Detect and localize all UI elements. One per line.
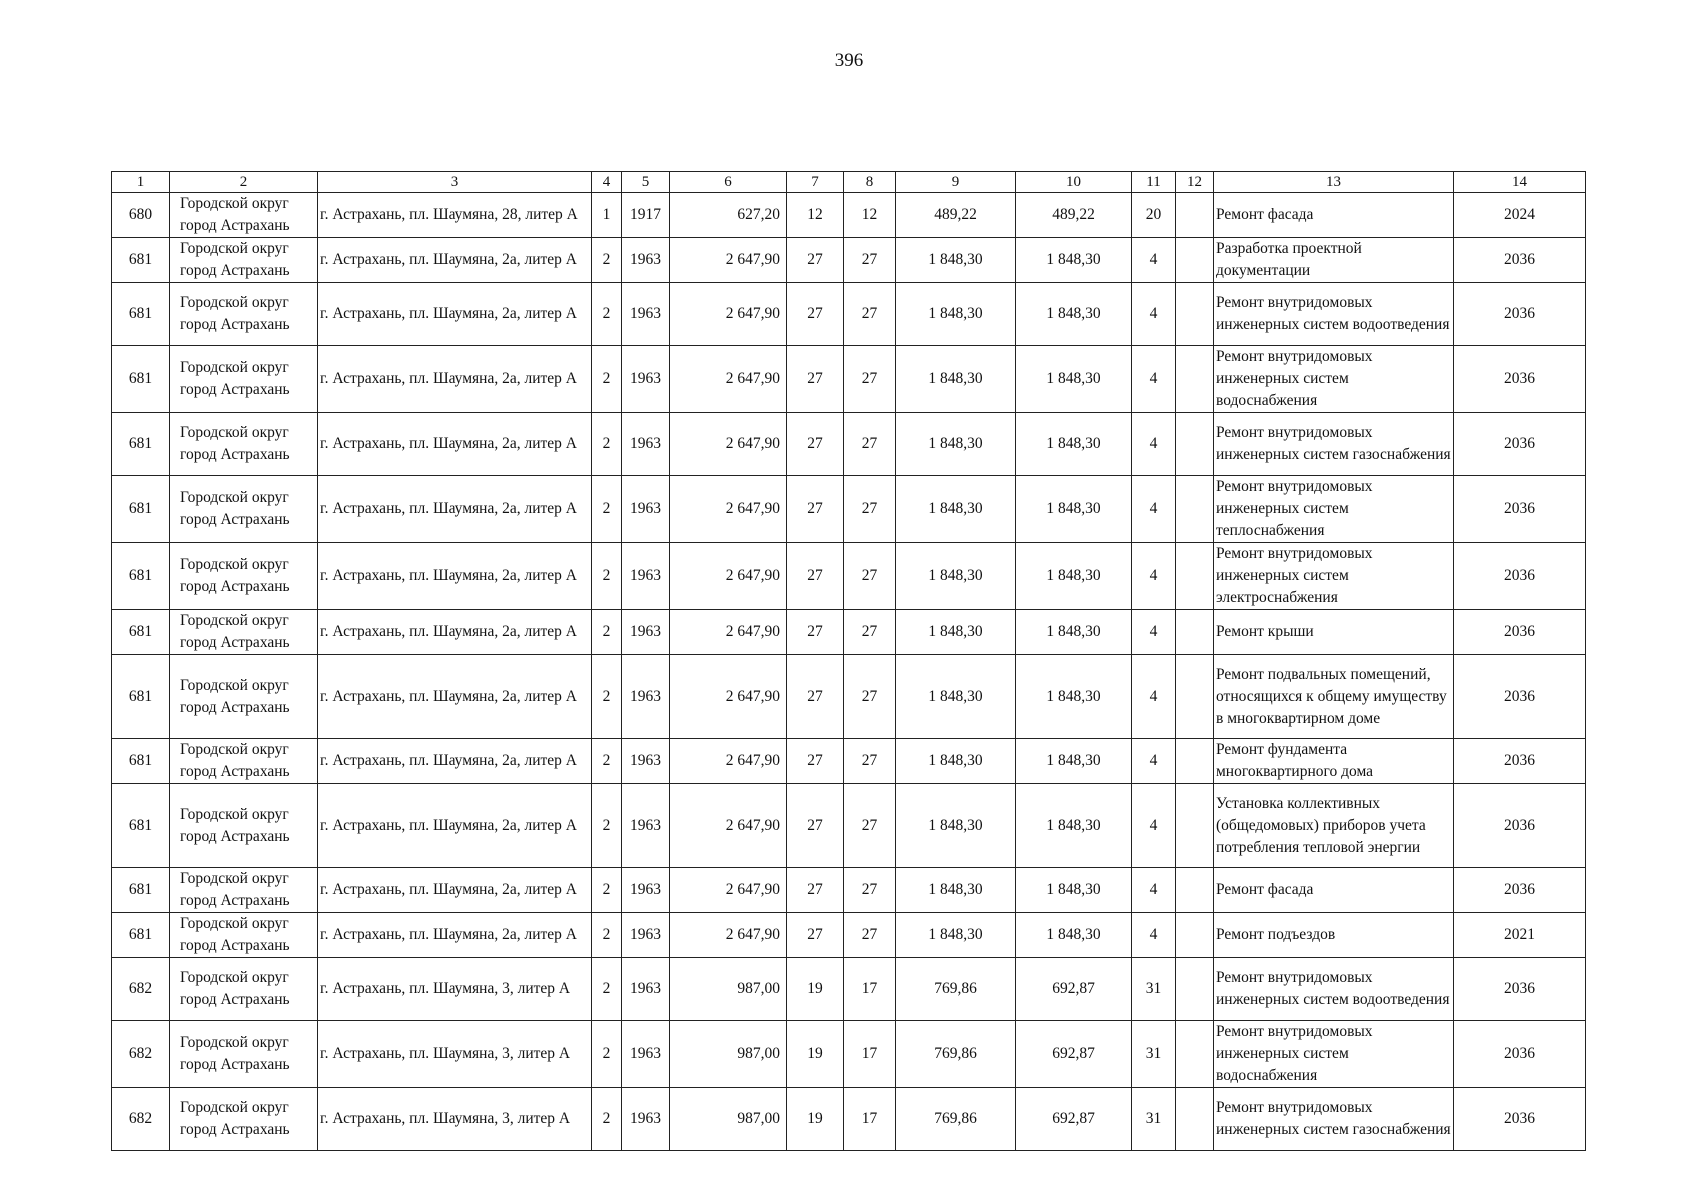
cell-address: г. Астрахань, пл. Шаумяна, 2а, литер А	[318, 238, 592, 283]
cell-residential-area: 1 848,30	[896, 868, 1016, 913]
cell-total-area: 2 647,90	[670, 346, 787, 413]
cell-floors: 2	[592, 610, 622, 655]
cell-work-type: Ремонт крыши	[1214, 610, 1454, 655]
cell-owner-apartments: 27	[844, 238, 896, 283]
cell-total-area: 987,00	[670, 958, 787, 1021]
cell-planned-year: 2036	[1454, 1021, 1586, 1088]
table-row	[112, 413, 1586, 476]
table-row	[112, 655, 1586, 739]
column-header-4: 4	[592, 172, 622, 193]
cell-owner-area: 1 848,30	[1016, 413, 1132, 476]
cell-address: г. Астрахань, пл. Шаумяна, 2а, литер А	[318, 868, 592, 913]
cell-year-built: 1963	[622, 913, 670, 958]
cell-total-area: 2 647,90	[670, 238, 787, 283]
cell-row-number: 681	[112, 655, 170, 739]
cell-column-12	[1176, 283, 1214, 346]
cell-residential-area: 489,22	[896, 193, 1016, 238]
cell-residents: 31	[1132, 1021, 1176, 1088]
capital-repair-table	[111, 171, 1586, 1151]
cell-column-12	[1176, 413, 1214, 476]
cell-owner-apartments: 27	[844, 784, 896, 868]
cell-address: г. Астрахань, пл. Шаумяна, 2а, литер А	[318, 283, 592, 346]
cell-owner-apartments: 27	[844, 346, 896, 413]
cell-municipality: Городской округ город Астрахань	[170, 958, 318, 1021]
cell-year-built: 1963	[622, 1088, 670, 1151]
cell-address: г. Астрахань, пл. Шаумяна, 2а, литер А	[318, 610, 592, 655]
table-row	[112, 283, 1586, 346]
cell-year-built: 1963	[622, 610, 670, 655]
cell-work-type: Ремонт внутридомовых инженерных систем водоснабжения	[1214, 346, 1454, 413]
cell-planned-year: 2021	[1454, 913, 1586, 958]
table-row	[112, 543, 1586, 610]
cell-work-type: Ремонт внутридомовых инженерных систем водоснабжения	[1214, 1021, 1454, 1088]
cell-owner-area: 1 848,30	[1016, 913, 1132, 958]
cell-total-area: 2 647,90	[670, 476, 787, 543]
cell-municipality: Городской округ город Астрахань	[170, 193, 318, 238]
cell-residents: 4	[1132, 238, 1176, 283]
cell-municipality: Городской округ город Астрахань	[170, 655, 318, 739]
cell-total-area: 2 647,90	[670, 868, 787, 913]
cell-column-12	[1176, 739, 1214, 784]
table-row	[112, 346, 1586, 413]
cell-column-12	[1176, 1088, 1214, 1151]
cell-municipality: Городской округ город Астрахань	[170, 543, 318, 610]
cell-address: г. Астрахань, пл. Шаумяна, 2а, литер А	[318, 543, 592, 610]
cell-owner-area: 1 848,30	[1016, 543, 1132, 610]
cell-work-type: Ремонт подъездов	[1214, 913, 1454, 958]
cell-year-built: 1963	[622, 413, 670, 476]
cell-municipality: Городской округ город Астрахань	[170, 610, 318, 655]
cell-floors: 2	[592, 1021, 622, 1088]
cell-owner-apartments: 27	[844, 739, 896, 784]
column-header-8: 8	[844, 172, 896, 193]
cell-total-area: 2 647,90	[670, 784, 787, 868]
cell-column-12	[1176, 1021, 1214, 1088]
cell-floors: 2	[592, 958, 622, 1021]
cell-row-number: 681	[112, 413, 170, 476]
cell-owner-area: 1 848,30	[1016, 868, 1132, 913]
cell-total-area: 987,00	[670, 1021, 787, 1088]
cell-residential-area: 1 848,30	[896, 543, 1016, 610]
cell-column-12	[1176, 958, 1214, 1021]
cell-owner-apartments: 27	[844, 913, 896, 958]
cell-residents: 20	[1132, 193, 1176, 238]
cell-planned-year: 2036	[1454, 543, 1586, 610]
cell-apartments: 27	[787, 238, 844, 283]
cell-column-12	[1176, 476, 1214, 543]
cell-residential-area: 769,86	[896, 1088, 1016, 1151]
cell-address: г. Астрахань, пл. Шаумяна, 2а, литер А	[318, 476, 592, 543]
cell-floors: 2	[592, 543, 622, 610]
cell-residential-area: 1 848,30	[896, 413, 1016, 476]
cell-owner-apartments: 12	[844, 193, 896, 238]
cell-residents: 31	[1132, 1088, 1176, 1151]
cell-row-number: 681	[112, 610, 170, 655]
cell-row-number: 682	[112, 1021, 170, 1088]
cell-residents: 4	[1132, 543, 1176, 610]
cell-residential-area: 1 848,30	[896, 610, 1016, 655]
cell-floors: 2	[592, 784, 622, 868]
cell-column-12	[1176, 913, 1214, 958]
table-row	[112, 784, 1586, 868]
page-number: 396	[834, 50, 864, 71]
cell-year-built: 1963	[622, 739, 670, 784]
cell-residential-area: 769,86	[896, 1021, 1016, 1088]
cell-total-area: 2 647,90	[670, 913, 787, 958]
column-header-11: 11	[1132, 172, 1176, 193]
header-row	[112, 172, 1586, 193]
table-row	[112, 958, 1586, 1021]
cell-municipality: Городской округ город Астрахань	[170, 283, 318, 346]
cell-address: г. Астрахань, пл. Шаумяна, 3, литер А	[318, 1021, 592, 1088]
cell-owner-area: 692,87	[1016, 958, 1132, 1021]
cell-year-built: 1963	[622, 346, 670, 413]
cell-owner-area: 1 848,30	[1016, 238, 1132, 283]
table-row	[112, 610, 1586, 655]
cell-apartments: 27	[787, 283, 844, 346]
cell-owner-area: 692,87	[1016, 1088, 1132, 1151]
cell-municipality: Городской округ город Астрахань	[170, 1088, 318, 1151]
cell-floors: 2	[592, 413, 622, 476]
table-row	[112, 739, 1586, 784]
cell-apartments: 27	[787, 655, 844, 739]
cell-municipality: Городской округ город Астрахань	[170, 346, 318, 413]
cell-address: г. Астрахань, пл. Шаумяна, 2а, литер А	[318, 739, 592, 784]
cell-owner-area: 1 848,30	[1016, 346, 1132, 413]
cell-work-type: Ремонт фасада	[1214, 868, 1454, 913]
table-row	[112, 193, 1586, 238]
cell-owner-apartments: 17	[844, 1021, 896, 1088]
cell-floors: 1	[592, 193, 622, 238]
cell-municipality: Городской округ город Астрахань	[170, 784, 318, 868]
cell-column-12	[1176, 655, 1214, 739]
table-body	[112, 193, 1586, 1151]
column-header-7: 7	[787, 172, 844, 193]
cell-row-number: 681	[112, 739, 170, 784]
cell-owner-apartments: 17	[844, 1088, 896, 1151]
cell-planned-year: 2024	[1454, 193, 1586, 238]
cell-planned-year: 2036	[1454, 610, 1586, 655]
cell-floors: 2	[592, 1088, 622, 1151]
cell-total-area: 2 647,90	[670, 283, 787, 346]
cell-work-type: Ремонт внутридомовых инженерных систем теплоснабжения	[1214, 476, 1454, 543]
cell-municipality: Городской округ город Астрахань	[170, 476, 318, 543]
cell-year-built: 1963	[622, 238, 670, 283]
cell-row-number: 682	[112, 1088, 170, 1151]
table-row	[112, 1088, 1586, 1151]
cell-address: г. Астрахань, пл. Шаумяна, 3, литер А	[318, 958, 592, 1021]
cell-residential-area: 1 848,30	[896, 655, 1016, 739]
cell-year-built: 1963	[622, 1021, 670, 1088]
column-header-13: 13	[1214, 172, 1454, 193]
cell-owner-area: 1 848,30	[1016, 283, 1132, 346]
cell-owner-apartments: 27	[844, 655, 896, 739]
cell-apartments: 19	[787, 1021, 844, 1088]
cell-address: г. Астрахань, пл. Шаумяна, 2а, литер А	[318, 413, 592, 476]
cell-work-type: Ремонт внутридомовых инженерных систем газоснабжения	[1214, 413, 1454, 476]
cell-residents: 4	[1132, 655, 1176, 739]
cell-work-type: Ремонт внутридомовых инженерных систем газоснабжения	[1214, 1088, 1454, 1151]
column-header-1: 1	[112, 172, 170, 193]
cell-apartments: 27	[787, 476, 844, 543]
cell-total-area: 2 647,90	[670, 543, 787, 610]
cell-owner-apartments: 17	[844, 958, 896, 1021]
cell-owner-apartments: 27	[844, 610, 896, 655]
cell-column-12	[1176, 784, 1214, 868]
cell-planned-year: 2036	[1454, 655, 1586, 739]
cell-apartments: 12	[787, 193, 844, 238]
cell-municipality: Городской округ город Астрахань	[170, 1021, 318, 1088]
table-header	[112, 172, 1586, 193]
cell-year-built: 1963	[622, 476, 670, 543]
table-row	[112, 913, 1586, 958]
cell-floors: 2	[592, 868, 622, 913]
column-header-14: 14	[1454, 172, 1586, 193]
column-header-2: 2	[170, 172, 318, 193]
table-row	[112, 476, 1586, 543]
cell-year-built: 1963	[622, 784, 670, 868]
cell-work-type: Разработка проектной документации	[1214, 238, 1454, 283]
cell-floors: 2	[592, 346, 622, 413]
cell-work-type: Ремонт внутридомовых инженерных систем водоотведения	[1214, 283, 1454, 346]
cell-owner-area: 1 848,30	[1016, 610, 1132, 655]
cell-planned-year: 2036	[1454, 476, 1586, 543]
cell-work-type: Ремонт фасада	[1214, 193, 1454, 238]
column-header-9: 9	[896, 172, 1016, 193]
cell-residents: 4	[1132, 610, 1176, 655]
cell-owner-area: 1 848,30	[1016, 655, 1132, 739]
cell-residents: 4	[1132, 913, 1176, 958]
cell-floors: 2	[592, 655, 622, 739]
table-row	[112, 1021, 1586, 1088]
column-header-12: 12	[1176, 172, 1214, 193]
cell-total-area: 2 647,90	[670, 655, 787, 739]
cell-residents: 4	[1132, 868, 1176, 913]
cell-owner-area: 1 848,30	[1016, 739, 1132, 784]
cell-residents: 4	[1132, 784, 1176, 868]
cell-address: г. Астрахань, пл. Шаумяна, 2а, литер А	[318, 913, 592, 958]
cell-owner-area: 692,87	[1016, 1021, 1132, 1088]
column-header-5: 5	[622, 172, 670, 193]
cell-residents: 4	[1132, 739, 1176, 784]
cell-residential-area: 769,86	[896, 958, 1016, 1021]
cell-row-number: 680	[112, 193, 170, 238]
cell-apartments: 27	[787, 413, 844, 476]
cell-owner-apartments: 27	[844, 476, 896, 543]
cell-column-12	[1176, 238, 1214, 283]
table-row	[112, 868, 1586, 913]
cell-year-built: 1963	[622, 543, 670, 610]
cell-municipality: Городской округ город Астрахань	[170, 238, 318, 283]
cell-column-12	[1176, 193, 1214, 238]
cell-year-built: 1963	[622, 655, 670, 739]
cell-floors: 2	[592, 238, 622, 283]
cell-municipality: Городской округ город Астрахань	[170, 913, 318, 958]
cell-residential-area: 1 848,30	[896, 739, 1016, 784]
cell-planned-year: 2036	[1454, 784, 1586, 868]
cell-apartments: 27	[787, 543, 844, 610]
cell-row-number: 681	[112, 868, 170, 913]
cell-row-number: 681	[112, 476, 170, 543]
cell-residents: 4	[1132, 476, 1176, 543]
cell-address: г. Астрахань, пл. Шаумяна, 28, литер А	[318, 193, 592, 238]
cell-apartments: 27	[787, 868, 844, 913]
cell-address: г. Астрахань, пл. Шаумяна, 2а, литер А	[318, 655, 592, 739]
cell-apartments: 19	[787, 958, 844, 1021]
cell-residential-area: 1 848,30	[896, 346, 1016, 413]
cell-apartments: 27	[787, 784, 844, 868]
cell-apartments: 27	[787, 346, 844, 413]
cell-work-type: Ремонт подвальных помещений, относящихся к общему имуществу в многоквартирном доме	[1214, 655, 1454, 739]
cell-planned-year: 2036	[1454, 739, 1586, 784]
cell-residential-area: 1 848,30	[896, 283, 1016, 346]
cell-apartments: 19	[787, 1088, 844, 1151]
cell-total-area: 627,20	[670, 193, 787, 238]
cell-row-number: 681	[112, 346, 170, 413]
cell-address: г. Астрахань, пл. Шаумяна, 2а, литер А	[318, 784, 592, 868]
cell-owner-area: 1 848,30	[1016, 784, 1132, 868]
cell-row-number: 681	[112, 543, 170, 610]
cell-work-type: Установка коллективных (общедомовых) приборов учета потребления тепловой энергии	[1214, 784, 1454, 868]
cell-row-number: 681	[112, 784, 170, 868]
cell-planned-year: 2036	[1454, 1088, 1586, 1151]
cell-column-12	[1176, 610, 1214, 655]
column-header-3: 3	[318, 172, 592, 193]
cell-planned-year: 2036	[1454, 283, 1586, 346]
cell-row-number: 682	[112, 958, 170, 1021]
cell-owner-area: 489,22	[1016, 193, 1132, 238]
table-row	[112, 238, 1586, 283]
cell-planned-year: 2036	[1454, 238, 1586, 283]
cell-residents: 4	[1132, 413, 1176, 476]
cell-row-number: 681	[112, 283, 170, 346]
cell-residents: 31	[1132, 958, 1176, 1021]
cell-year-built: 1963	[622, 283, 670, 346]
cell-residential-area: 1 848,30	[896, 784, 1016, 868]
cell-total-area: 2 647,90	[670, 739, 787, 784]
cell-residential-area: 1 848,30	[896, 913, 1016, 958]
cell-total-area: 2 647,90	[670, 610, 787, 655]
cell-planned-year: 2036	[1454, 413, 1586, 476]
cell-apartments: 27	[787, 913, 844, 958]
cell-total-area: 987,00	[670, 1088, 787, 1151]
cell-column-12	[1176, 543, 1214, 610]
cell-floors: 2	[592, 739, 622, 784]
cell-work-type: Ремонт фундамента многоквартирного дома	[1214, 739, 1454, 784]
cell-total-area: 2 647,90	[670, 413, 787, 476]
cell-floors: 2	[592, 283, 622, 346]
cell-apartments: 27	[787, 739, 844, 784]
cell-row-number: 681	[112, 238, 170, 283]
cell-column-12	[1176, 868, 1214, 913]
cell-owner-area: 1 848,30	[1016, 476, 1132, 543]
cell-column-12	[1176, 346, 1214, 413]
column-header-6: 6	[670, 172, 787, 193]
column-header-10: 10	[1016, 172, 1132, 193]
cell-floors: 2	[592, 476, 622, 543]
cell-address: г. Астрахань, пл. Шаумяна, 3, литер А	[318, 1088, 592, 1151]
cell-owner-apartments: 27	[844, 413, 896, 476]
cell-owner-apartments: 27	[844, 543, 896, 610]
cell-planned-year: 2036	[1454, 958, 1586, 1021]
cell-residential-area: 1 848,30	[896, 476, 1016, 543]
cell-residents: 4	[1132, 283, 1176, 346]
cell-work-type: Ремонт внутридомовых инженерных систем водоотведения	[1214, 958, 1454, 1021]
cell-address: г. Астрахань, пл. Шаумяна, 2а, литер А	[318, 346, 592, 413]
cell-planned-year: 2036	[1454, 868, 1586, 913]
cell-municipality: Городской округ город Астрахань	[170, 868, 318, 913]
cell-planned-year: 2036	[1454, 346, 1586, 413]
cell-municipality: Городской округ город Астрахань	[170, 739, 318, 784]
cell-owner-apartments: 27	[844, 868, 896, 913]
cell-year-built: 1917	[622, 193, 670, 238]
cell-municipality: Городской округ город Астрахань	[170, 413, 318, 476]
cell-floors: 2	[592, 913, 622, 958]
cell-work-type: Ремонт внутридомовых инженерных систем электроснабжения	[1214, 543, 1454, 610]
cell-apartments: 27	[787, 610, 844, 655]
cell-year-built: 1963	[622, 868, 670, 913]
cell-year-built: 1963	[622, 958, 670, 1021]
cell-row-number: 681	[112, 913, 170, 958]
cell-residential-area: 1 848,30	[896, 238, 1016, 283]
cell-residents: 4	[1132, 346, 1176, 413]
cell-owner-apartments: 27	[844, 283, 896, 346]
